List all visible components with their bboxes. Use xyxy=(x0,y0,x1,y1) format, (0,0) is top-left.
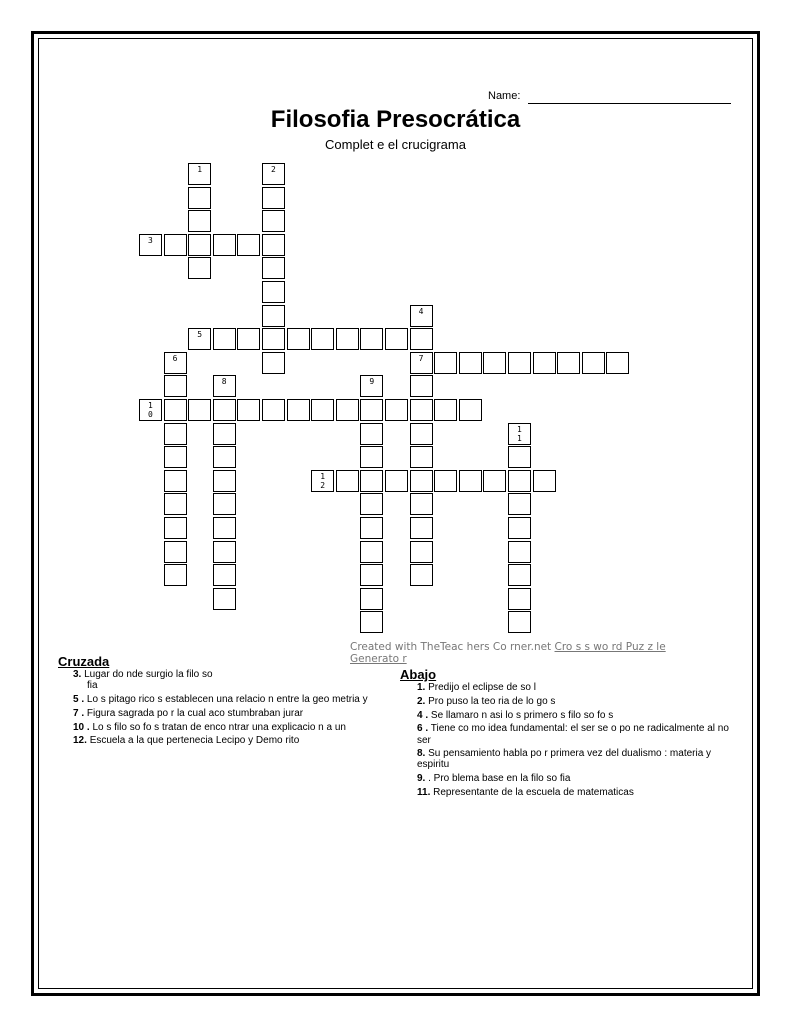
crossword-cell[interactable] xyxy=(360,517,383,539)
clue-down-4 xyxy=(400,710,740,721)
clue-number: 6 . xyxy=(417,723,429,735)
crossword-cell[interactable] xyxy=(410,517,433,539)
cell-number: 8 xyxy=(221,377,227,387)
crossword-cell[interactable] xyxy=(385,399,408,421)
crossword-cell[interactable] xyxy=(557,352,580,374)
crossword-cell[interactable] xyxy=(410,470,433,492)
clue-number: 10 . xyxy=(73,721,90,733)
clue-down-2 xyxy=(400,696,740,707)
clue-number: 5 . xyxy=(73,694,85,706)
crossword-cell[interactable] xyxy=(434,352,457,374)
crossword-cell[interactable] xyxy=(213,470,236,492)
clue-across-3 xyxy=(58,669,393,691)
crossword-cell[interactable] xyxy=(237,399,260,421)
across-clues xyxy=(58,656,393,749)
crossword-cell[interactable] xyxy=(262,328,285,350)
clue-text: Predijo el eclipse de so l xyxy=(428,682,536,694)
crossword-cell[interactable] xyxy=(164,446,187,468)
crossword-cell[interactable] xyxy=(262,234,285,256)
crossword-cell[interactable] xyxy=(188,210,211,232)
crossword-cell[interactable] xyxy=(237,234,260,256)
crossword-cell[interactable] xyxy=(262,352,285,374)
crossword-cell[interactable] xyxy=(188,328,211,350)
crossword-cell[interactable] xyxy=(311,470,334,492)
clue-number: 7 . xyxy=(73,707,85,719)
cell-number: 6 xyxy=(172,353,178,363)
cell-number: 12 xyxy=(320,471,326,490)
crossword-cell[interactable] xyxy=(385,328,408,350)
cell-number: 5 xyxy=(197,330,203,340)
clue-number: 11. xyxy=(417,786,431,798)
crossword-cell[interactable] xyxy=(213,234,236,256)
crossword-cell[interactable] xyxy=(336,470,359,492)
cell-number: 1 xyxy=(197,165,203,174)
crossword-cell[interactable] xyxy=(188,399,211,421)
clue-down-11 xyxy=(400,787,740,798)
crossword-cell[interactable] xyxy=(508,352,531,374)
crossword-cell[interactable] xyxy=(508,588,531,610)
crossword-cell[interactable] xyxy=(385,470,408,492)
crossword-cell[interactable] xyxy=(139,399,162,421)
crossword-cell[interactable] xyxy=(360,328,383,350)
crossword-cell[interactable] xyxy=(262,281,285,303)
crossword-cell[interactable] xyxy=(410,564,433,586)
crossword-cell[interactable] xyxy=(213,399,236,421)
clue-text: Se llamaro n asi lo s primero s filo so fo s xyxy=(430,709,614,721)
crossword-cell[interactable] xyxy=(360,423,383,445)
crossword-cell[interactable] xyxy=(164,375,187,397)
crossword-cell[interactable] xyxy=(164,541,187,563)
clue-down-1 xyxy=(400,682,740,693)
cell-number: 3 xyxy=(148,235,153,245)
clue-number: 1. xyxy=(417,682,426,694)
crossword-cell[interactable] xyxy=(483,352,506,374)
down-heading: Abajo xyxy=(400,667,437,682)
crossword-cell[interactable] xyxy=(188,163,211,185)
clue-across-10 xyxy=(58,722,393,733)
clue-text: . Pro blema base en la filo so fia xyxy=(428,773,571,785)
crossword-cell[interactable] xyxy=(533,352,556,374)
credit-link[interactable]: Cro s s wo rd Puz z le Generato r xyxy=(350,641,666,665)
crossword-cell[interactable] xyxy=(237,328,260,350)
crossword-cell[interactable] xyxy=(508,541,531,563)
crossword-cell[interactable] xyxy=(213,564,236,586)
name-label: Name: xyxy=(488,90,521,102)
crossword-cell[interactable] xyxy=(508,611,531,633)
crossword-cell[interactable] xyxy=(262,210,285,232)
crossword-cell[interactable] xyxy=(213,423,236,445)
crossword-cell[interactable] xyxy=(262,305,285,327)
crossword-cell[interactable] xyxy=(336,399,359,421)
clue-text: Pro puso la teo ria de lo go s xyxy=(428,695,556,707)
crossword-cell[interactable] xyxy=(483,470,506,492)
clue-number: 8. xyxy=(417,748,426,760)
crossword-cell[interactable] xyxy=(164,352,187,374)
crossword-cell[interactable] xyxy=(410,541,433,563)
crossword-cell[interactable] xyxy=(459,399,482,421)
crossword-cell[interactable] xyxy=(188,257,211,279)
crossword-cell[interactable] xyxy=(410,375,433,397)
crossword-cell[interactable] xyxy=(139,234,162,256)
crossword-cell[interactable] xyxy=(262,163,285,185)
crossword-cell[interactable] xyxy=(164,399,187,421)
crossword-cell[interactable] xyxy=(508,564,531,586)
clue-text: Lo s filo so fo s tratan de enco ntrar una explicacio n a un xyxy=(92,721,346,733)
clue-text: Lugar do nde surgio la filo so xyxy=(84,669,213,681)
cell-number: 11 xyxy=(517,424,522,443)
crossword-cell[interactable] xyxy=(213,517,236,539)
crossword-cell[interactable] xyxy=(360,375,383,397)
crossword-cell[interactable] xyxy=(213,375,236,397)
down-clues xyxy=(400,669,740,801)
crossword-cell[interactable] xyxy=(410,399,433,421)
clue-number: 9. xyxy=(417,773,426,785)
cell-number: 2 xyxy=(271,165,276,174)
crossword-cell[interactable] xyxy=(410,305,433,327)
clue-number: 12. xyxy=(73,735,87,747)
crossword-cell[interactable] xyxy=(410,423,433,445)
crossword-cell[interactable] xyxy=(262,257,285,279)
crossword-cell[interactable] xyxy=(360,493,383,515)
cell-number: 10 xyxy=(148,401,153,419)
crossword-cell[interactable] xyxy=(164,234,187,256)
crossword-cell[interactable] xyxy=(410,328,433,350)
crossword-cell[interactable] xyxy=(434,399,457,421)
crossword-cell[interactable] xyxy=(262,399,285,421)
crossword-cell[interactable] xyxy=(311,399,334,421)
credit-text: Created with TheTeac hers Co rner.net xyxy=(350,641,555,653)
crossword-cell[interactable] xyxy=(287,328,310,350)
crossword-cell[interactable] xyxy=(606,352,629,374)
crossword-cell[interactable] xyxy=(164,493,187,515)
crossword-cell[interactable] xyxy=(410,493,433,515)
crossword-cell[interactable] xyxy=(360,588,383,610)
crossword-cell[interactable] xyxy=(164,470,187,492)
crossword-cell[interactable] xyxy=(213,446,236,468)
crossword-cell[interactable] xyxy=(533,470,556,492)
clue-down-8 xyxy=(400,748,740,770)
cell-number: 7 xyxy=(418,353,424,363)
crossword-cell[interactable] xyxy=(164,423,187,445)
crossword-cell[interactable] xyxy=(360,611,383,633)
clue-down-6 xyxy=(400,723,740,745)
crossword-cell[interactable] xyxy=(164,564,187,586)
clue-text: Lo s pitago rico s establecen una relacio n entre la geo metria y xyxy=(86,694,368,706)
clue-number: 3. xyxy=(73,669,82,681)
clue-text-continuation: fia xyxy=(87,680,98,692)
crossword-cell[interactable] xyxy=(434,470,457,492)
cell-number: 9 xyxy=(369,377,375,387)
crossword-cell[interactable] xyxy=(213,588,236,610)
crossword-cell[interactable] xyxy=(213,541,236,563)
across-heading: Cruzada xyxy=(58,654,110,669)
crossword-cell[interactable] xyxy=(311,328,334,350)
page-border-inner xyxy=(38,38,753,989)
crossword-cell[interactable] xyxy=(508,493,531,515)
clue-across-7 xyxy=(58,708,393,719)
crossword-cell[interactable] xyxy=(360,446,383,468)
clue-down-9 xyxy=(400,773,740,784)
crossword-cell[interactable] xyxy=(508,517,531,539)
clue-text: Su pensamiento habla po r primera vez del dualismo : materia y espiritu xyxy=(417,748,712,771)
clue-across-12 xyxy=(58,735,393,746)
crossword-cell[interactable] xyxy=(410,446,433,468)
crossword-cell[interactable] xyxy=(360,541,383,563)
crossword-cell[interactable] xyxy=(164,517,187,539)
crossword-cell[interactable] xyxy=(508,423,531,445)
clue-across-5 xyxy=(58,694,393,705)
credit-line xyxy=(350,641,710,665)
crossword-cell[interactable] xyxy=(360,470,383,492)
crossword-cell[interactable] xyxy=(213,328,236,350)
clue-number: 2. xyxy=(417,695,426,707)
crossword-cell[interactable] xyxy=(287,399,310,421)
crossword-cell[interactable] xyxy=(188,187,211,209)
crossword-cell[interactable] xyxy=(508,446,531,468)
name-line[interactable] xyxy=(528,103,731,104)
cell-number: 4 xyxy=(418,306,424,316)
clue-text: Tiene co mo idea fundamental: el ser se o po ne radicalmente al no ser xyxy=(417,723,729,746)
page-title: Filosofia Presocrática xyxy=(270,106,521,133)
crossword-cell[interactable] xyxy=(410,352,433,374)
clue-text: Representante de la escuela de matematicas xyxy=(433,786,634,798)
crossword-cell[interactable] xyxy=(508,470,531,492)
clue-text: Escuela a la que pertenecia Lecipo y Demo rito xyxy=(89,735,300,747)
crossword-cell[interactable] xyxy=(459,470,482,492)
clue-number: 4 . xyxy=(417,709,429,721)
crossword-cell[interactable] xyxy=(582,352,605,374)
crossword-cell[interactable] xyxy=(262,187,285,209)
crossword-cell[interactable] xyxy=(360,564,383,586)
clue-text: Figura sagrada po r la cual aco stumbraban jurar xyxy=(86,707,304,719)
crossword-cell[interactable] xyxy=(213,493,236,515)
crossword-cell[interactable] xyxy=(360,399,383,421)
crossword-cell[interactable] xyxy=(459,352,482,374)
page-subtitle: Complet e el crucigrama xyxy=(325,137,466,152)
crossword-cell[interactable] xyxy=(188,234,211,256)
crossword-cell[interactable] xyxy=(336,328,359,350)
